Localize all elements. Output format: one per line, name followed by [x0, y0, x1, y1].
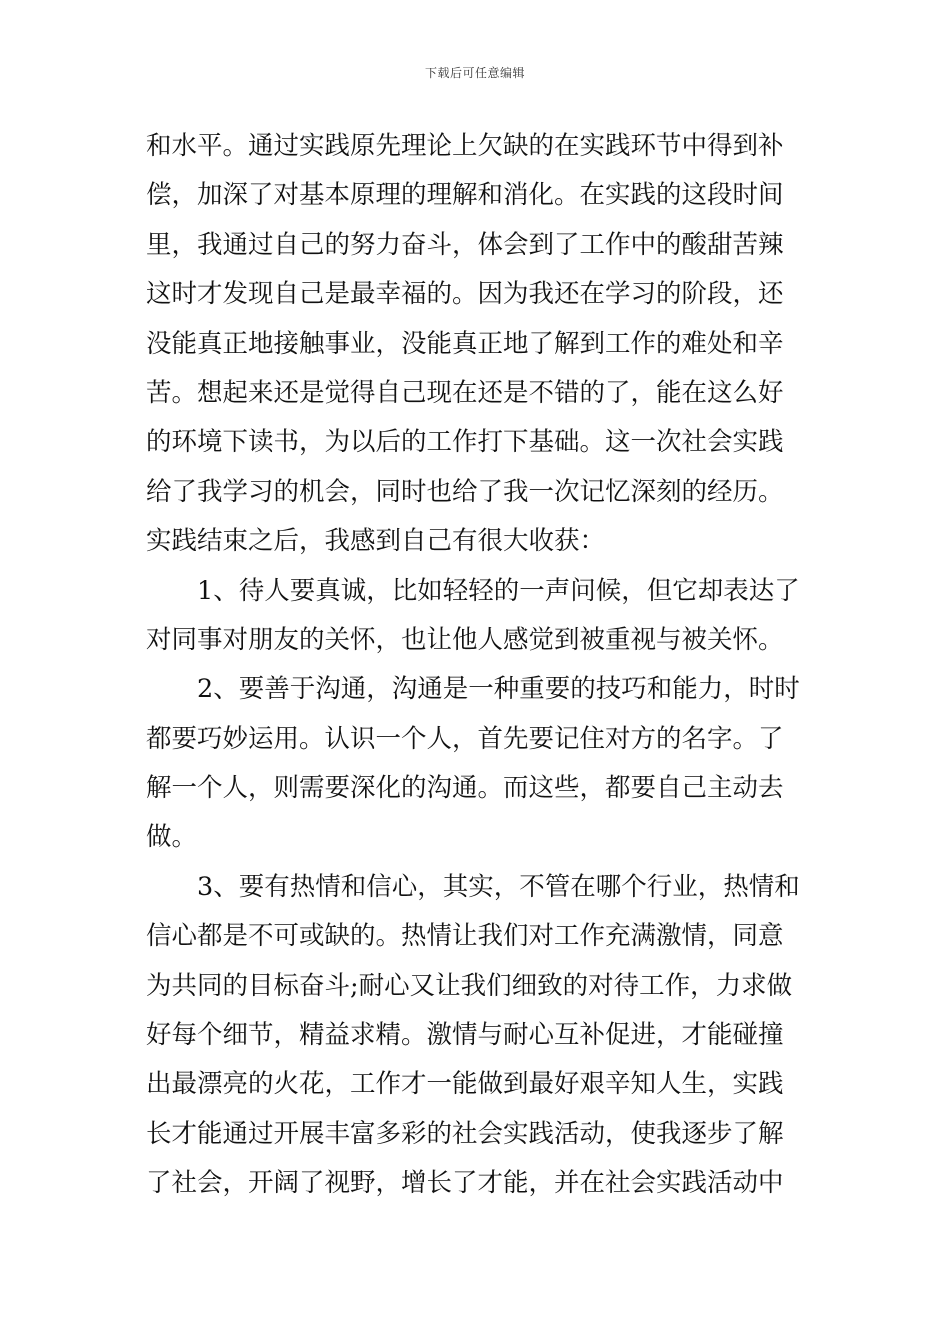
list-item-2-line: 2、要善于沟通，沟通是一种重要的技巧和能力，时时	[197, 674, 800, 705]
text-line: 了社会，开阔了视野，增长了才能，并在社会实践活动中	[146, 1168, 784, 1199]
text-line: 没能真正地接触事业，没能真正地了解到工作的难处和辛	[146, 328, 784, 359]
text-line: 的环境下读书，为以后的工作打下基础。这一次社会实践	[146, 427, 784, 458]
list-item-3-line: 3、要有热情和信心，其实，不管在哪个行业，热情和	[197, 871, 800, 902]
text-line: 实践结束之后，我感到自己有很大收获：	[146, 526, 606, 557]
text-line: 苦。想起来还是觉得自己现在还是不错的了，能在这么好	[146, 377, 784, 408]
text-line: 信心都是不可或缺的。热情让我们对工作充满激情，同意	[146, 921, 784, 952]
text-line: 里，我通过自己的努力奋斗，体会到了工作中的酸甜苦辣	[146, 229, 784, 260]
text-line: 偿，加深了对基本原理的理解和消化。在实践的这段时间	[146, 180, 784, 211]
text-line: 做。	[146, 822, 198, 853]
text-line: 都要巧妙运用。认识一个人，首先要记住对方的名字。了	[146, 723, 784, 754]
text-line: 给了我学习的机会，同时也给了我一次记忆深刻的经历。	[146, 476, 784, 507]
text-line: 解一个人，则需要深化的沟通。而这些，都要自己主动去	[146, 773, 784, 804]
text-line: 长才能通过开展丰富多彩的社会实践活动，使我逐步了解	[146, 1118, 784, 1149]
list-item-1-line: 1、待人要真诚，比如轻轻的一声问候，但它却表达了	[197, 575, 800, 606]
page-header: 下载后可任意编辑	[424, 66, 525, 80]
text-line: 好每个细节，精益求精。激情与耐心互补促进，才能碰撞	[146, 1020, 784, 1051]
text-line: 出最漂亮的火花，工作才一能做到最好艰辛知人生，实践	[146, 1069, 784, 1100]
body-text	[146, 122, 806, 1209]
text-line: 对同事对朋友的关怀，也让他人感觉到被重视与被关怀。	[146, 624, 784, 655]
text-line: 和水平。通过实践原先理论上欠缺的在实践环节中得到补	[146, 131, 784, 161]
text-line: 为共同的目标奋斗;耐心又让我们细致的对待工作，力求做	[146, 970, 793, 1001]
text-line: 这时才发现自己是最幸福的。因为我还在学习的阶段，还	[146, 279, 784, 310]
